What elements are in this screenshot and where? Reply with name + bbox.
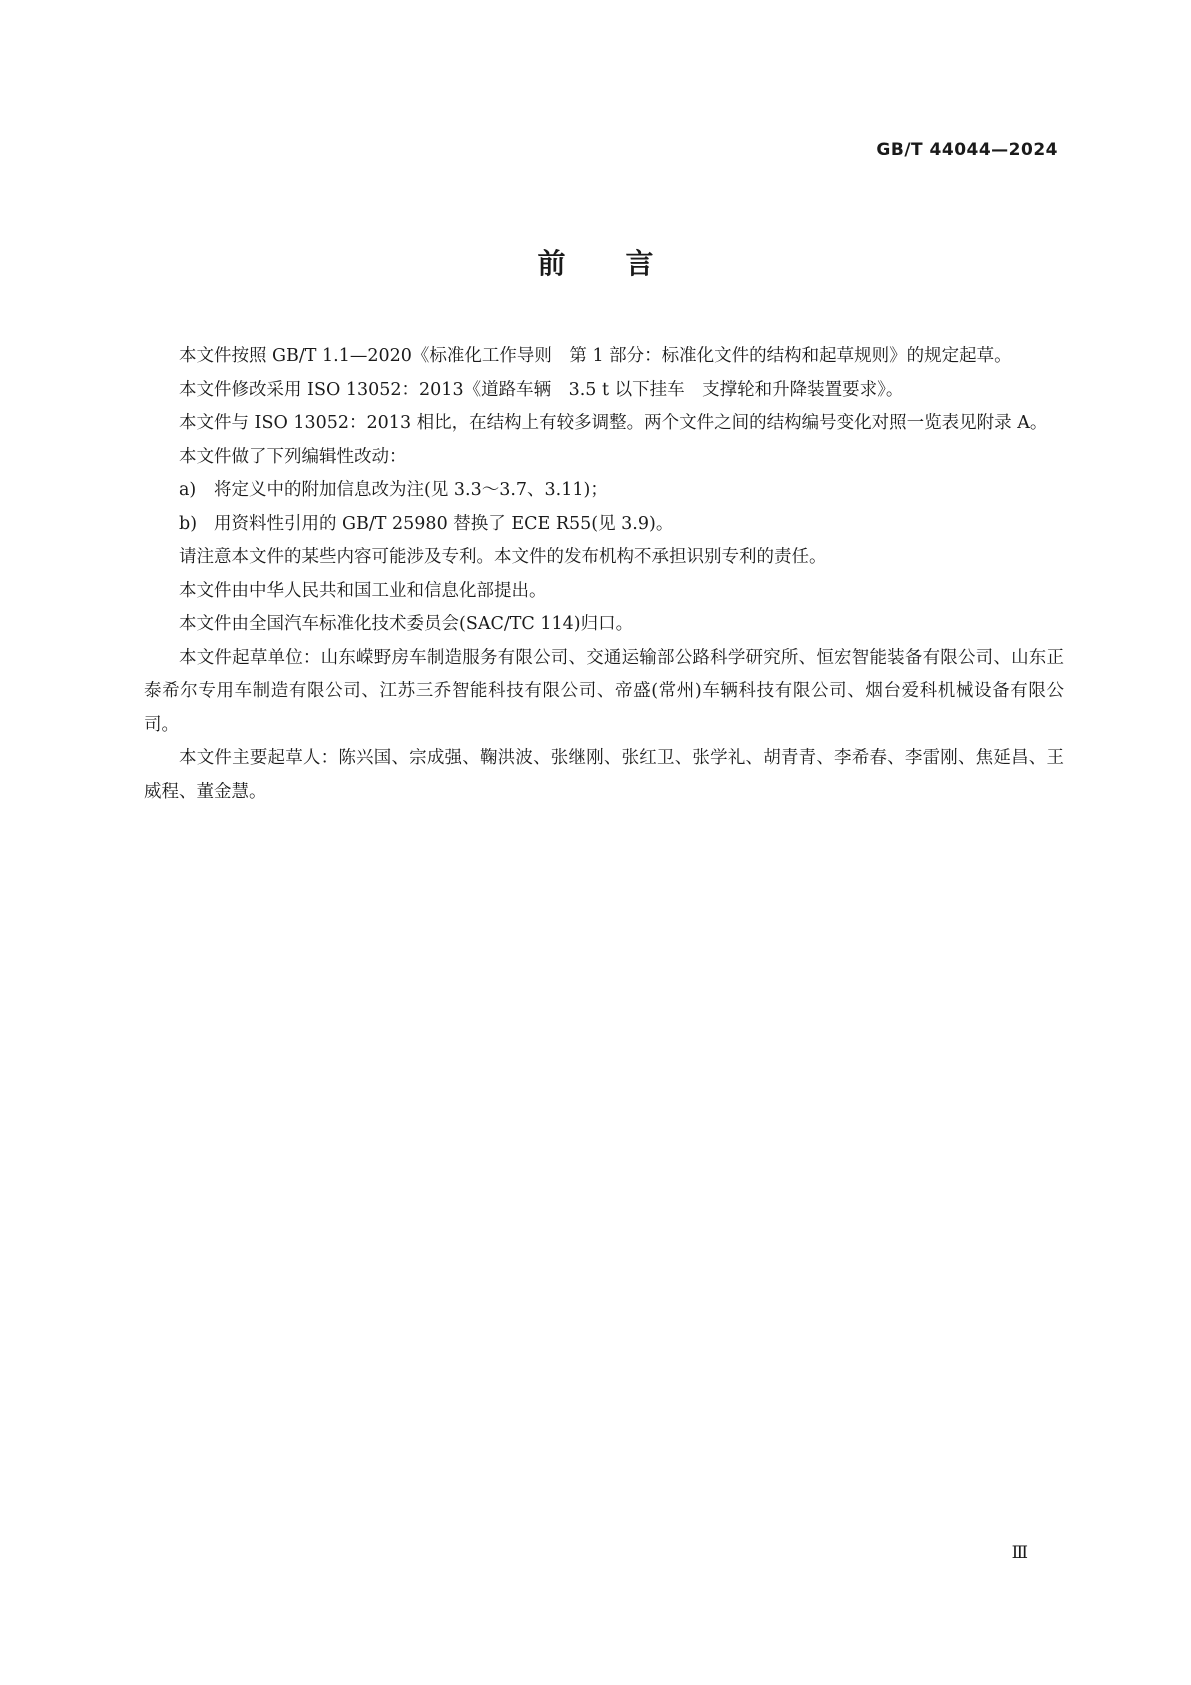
paragraph: 请注意本文件的某些内容可能涉及专利。本文件的发布机构不承担识别专利的责任。	[179, 547, 827, 567]
foreword-body	[144, 340, 1064, 809]
page-number: Ⅲ	[1011, 1543, 1028, 1563]
list-item	[144, 508, 1064, 542]
list-item-text: 用资料性引用的 GB/T 25980 替换了 ECE R55(见 3.9)。	[214, 513, 674, 534]
paragraph: 本文件由全国汽车标准化技术委员会(SAC/TC 114)归口。	[179, 614, 634, 634]
paragraph: 本文件由中华人民共和国工业和信息化部提出。	[179, 580, 547, 601]
paragraph: 本文件与 ISO 13052：2013 相比，在结构上有较多调整。两个文件之间的结构编号变化对照一览表见附录 A。	[179, 413, 1048, 433]
list-item	[144, 474, 1064, 508]
paragraph: 本文件修改采用 ISO 13052：2013《道路车辆 3.5 t 以下挂车 支撑轮和升降装置要求》。	[179, 379, 904, 400]
list-marker: b)	[179, 513, 198, 534]
paragraph: 本文件起草单位：山东嵘野房车制造服务有限公司、交通运输部公路科学研究所、恒宏智能装备有限公司、山东正泰希尔专用车制造有限公司、江苏三乔智能科技有限公司、帝盛(常州)车辆科技有限公司、烟台爱科机械设备有限公司。	[144, 647, 1064, 735]
paragraph: 本文件做了下列编辑性改动：	[179, 446, 407, 467]
list-marker: a)	[179, 480, 197, 500]
page-title: 前言	[537, 247, 714, 280]
standard-code: GB/T 44044—2024	[876, 140, 1058, 160]
paragraph: 本文件按照 GB/T 1.1—2020《标准化工作导则 第 1 部分：标准化文件的结构和起草规则》的规定起草。	[179, 346, 1012, 366]
list-item-text: 将定义中的附加信息改为注(见 3.3～3.7、3.11)；	[214, 480, 608, 500]
paragraph: 本文件主要起草人：陈兴国、宗成强、鞠洪波、张继刚、张红卫、张学礼、胡青青、李希春、李雷刚、焦延昌、王威程、董金慧。	[144, 748, 1064, 802]
